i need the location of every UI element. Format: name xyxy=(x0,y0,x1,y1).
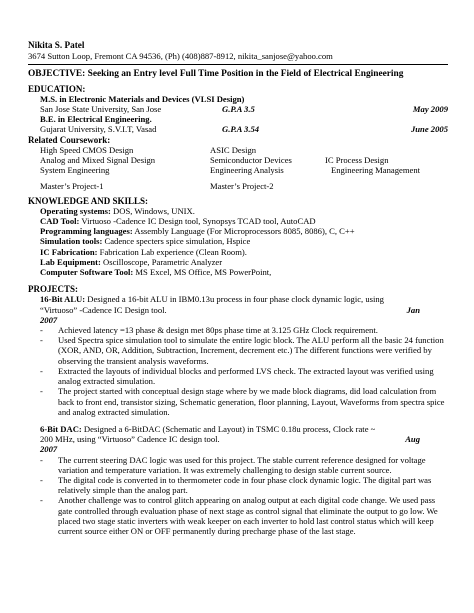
school-name: Gujarat University, S.V.I.T, Vasad xyxy=(40,124,157,135)
project-bullets xyxy=(28,455,448,537)
skills-heading: KNOWLEDGE AND SKILLS: xyxy=(28,195,149,206)
course: Master’s Project-2 xyxy=(210,181,274,192)
degree-row xyxy=(28,104,448,114)
project-month: Jan xyxy=(406,304,420,315)
coursework-row xyxy=(40,145,420,155)
contact-line: 3674 Sutton Loop, Fremont CA 94536, (Ph) (408)887-8912, nikita_sanjose@yahoo.com xyxy=(28,51,333,62)
skill-value: Virtuoso -Cadence IC Design tool, Synopsys TCAD tool, AutoCAD xyxy=(79,216,316,227)
course xyxy=(325,145,420,155)
graduation-date: June 2005 xyxy=(410,124,448,135)
graduation-date: May 2009 xyxy=(412,104,448,115)
project-bullets xyxy=(28,325,448,417)
project-description: Designed a 6-BitDAC (Schematic and Layout) in TSMC 0.18u process, Clock rate ~ xyxy=(81,423,376,434)
resume-page xyxy=(28,40,448,536)
bullet-item: - Used Spectra spice simulation tool to simulate the entire logic block. The ALU perform all the basic 24 function (XOR, AND, OR, Addition, Subtraction, Increment, decrement etc.) The different functions were verified by observing the transient analysis waveforms. xyxy=(28,335,448,366)
skill-item xyxy=(28,247,448,257)
course: High Speed CMOS Design xyxy=(40,144,134,155)
course xyxy=(325,181,420,191)
projects-heading: PROJECTS: xyxy=(28,284,79,295)
coursework-row xyxy=(40,181,420,191)
objective: OBJECTIVE: Seeking an Entry level Full Time Position in the Field of Electrical Engineering xyxy=(28,69,404,80)
skill-value: MS Excel, MS Office, MS PowerPoint, xyxy=(133,267,272,278)
skill-value: Cadence specters spice simulation, Hspice xyxy=(102,236,251,247)
header-divider xyxy=(28,64,448,65)
skill-item xyxy=(28,236,448,246)
skill-item xyxy=(28,257,448,267)
project-description: “Virtuoso” -Cadence IC Design tool. xyxy=(40,304,167,315)
skill-label: Lab Equipment: xyxy=(40,256,101,267)
bullet-item: - The project started with conceptual design stage where by we made block diagrams, did load calculation from back to front end, transistor sizing, Schematic generation, floor planning, Layout, Waveforms from spectra spice and analog extracted simulation. xyxy=(28,386,448,417)
course: Engineering Management xyxy=(331,165,421,176)
skill-label: CAD Tool: xyxy=(40,216,80,227)
project-year: 2007 xyxy=(40,444,58,455)
skill-value: Fabrication Lab experience (Clean Room). xyxy=(97,246,247,257)
education-section xyxy=(28,94,448,135)
project-description: 200 MHz, using “Virtuoso” Cadence IC design tool. xyxy=(40,434,220,445)
skill-item xyxy=(28,216,448,226)
coursework-heading: Related Coursework: xyxy=(28,134,111,145)
candidate-name: Nikita S. Patel xyxy=(28,40,85,50)
skill-item xyxy=(28,206,448,216)
degree-title: M.S. in Electronic Materials and Devices (VLSI Design) xyxy=(40,93,245,104)
spacer xyxy=(28,417,448,424)
project-desc-line xyxy=(40,305,448,315)
course: ASIC Design xyxy=(210,144,257,155)
skill-label: Operating systems: xyxy=(40,205,111,216)
project-header xyxy=(28,294,448,325)
degree-title: B.E. in Electrical Engineering. xyxy=(40,114,152,125)
project-desc-line xyxy=(40,434,448,444)
bullet-item: - Another challenge was to control glitch appearing on analog output at each digital code change. We used pass gate controlled through evaluation phase of next stage as control signal that eliminate the output to go low. We placed two stage static inverters with weak keeper on each inverter to hold last control status which will keep current source either ON or OFF permanently during precharge phase of the last stage. xyxy=(28,495,448,536)
bullet-item: - Achieved latency =13 phase & design met 80ps phase time at 3.125 GHz Clock requirement. xyxy=(28,325,448,335)
skill-label: IC Fabrication: xyxy=(40,246,98,257)
bullet-item: - The current steering DAC logic was used for this project. The stable current reference designed for voltage variation and temperature variation. It was extremely challenging to design stable current source. xyxy=(28,455,448,475)
spacer xyxy=(28,277,448,284)
course: IC Process Design xyxy=(325,155,389,166)
bullet-item: - Extracted the layouts of individual blocks and performed LVS check. The extracted layout was verified using analog extracted simulation. xyxy=(28,366,448,386)
project xyxy=(28,294,448,416)
skill-value: Assembly Language (For Microprocessors 8085, 8086), C, C++ xyxy=(132,226,355,237)
school-name: San Jose State University, San Jose xyxy=(40,104,162,115)
skill-value: Oscilloscope, Parametric Analyzer xyxy=(100,256,223,267)
education-heading: EDUCATION: xyxy=(28,83,86,94)
course: Master’s Project-1 xyxy=(40,181,104,192)
skills-section xyxy=(28,206,448,277)
skill-label: Programming languages: xyxy=(40,226,133,237)
coursework-table xyxy=(40,145,420,192)
course: Analog and Mixed Signal Design xyxy=(40,155,156,166)
coursework-row xyxy=(40,155,420,165)
project-title: 6-Bit DAC: xyxy=(40,423,82,434)
degree-row xyxy=(28,124,448,134)
project-year: 2007 xyxy=(40,314,58,325)
course: Engineering Analysis xyxy=(210,165,284,176)
skill-label: Simulation tools: xyxy=(40,236,103,247)
skill-item xyxy=(28,267,448,277)
gpa: G.P.A 3.54 xyxy=(222,124,260,135)
skill-value: DOS, Windows, UNIX. xyxy=(110,205,195,216)
project-header xyxy=(28,424,448,455)
skill-item xyxy=(28,226,448,236)
course: Semiconductor Devices xyxy=(210,155,292,166)
bullet-item: - The digital code is converted in to thermometer code in four phase clock dynamic logic. The digital part was relatively simple than the analog part. xyxy=(28,475,448,495)
project-month: Aug xyxy=(405,434,420,445)
skill-label: Computer Software Tool: xyxy=(40,267,134,278)
gpa: G.P.A 3.5 xyxy=(222,104,255,115)
project-description: Designed a 16-bit ALU in IBM0.13u process in four phase clock dynamic logic, using xyxy=(85,294,384,305)
coursework-row xyxy=(40,165,420,175)
project-title: 16-Bit ALU: xyxy=(40,294,86,305)
course: System Engineering xyxy=(40,165,110,176)
project xyxy=(28,424,448,536)
